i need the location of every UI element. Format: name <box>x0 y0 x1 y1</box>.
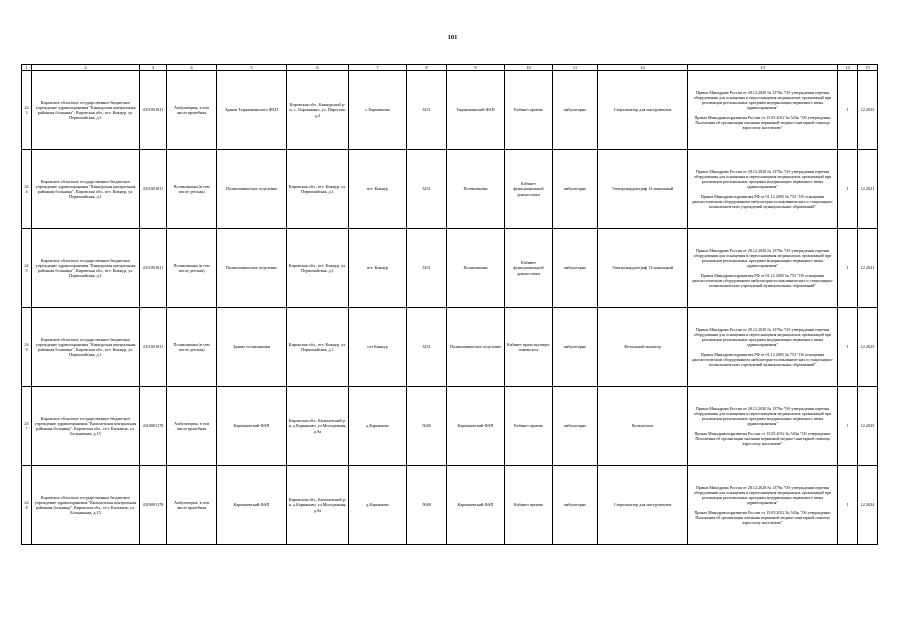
legal-basis-paragraph: Приказ Минздравсоцразвития России от 15.05.2012 № 543н "Об утверждении Положения об организации оказания первичной медико-санитарной помощи взрослому населению" <box>694 431 831 446</box>
equipment-name: Фетальный монитор <box>598 308 688 387</box>
quantity: 1 <box>838 308 858 387</box>
column-number: 5 <box>217 65 287 71</box>
column-number: 2 <box>32 65 140 71</box>
room: Кабинет приема <box>505 466 553 545</box>
unit-name: Кармановский ФАП <box>217 387 287 466</box>
institution-name: Кировское областное государственное бюджетное учреждение здравоохранения "Кикнурская центральная районная больница", Кировская обл., пгт. Кикнур, ул. Первомайская, д.1 <box>32 229 140 308</box>
quantity: 1 <box>838 229 858 308</box>
institution-name: Кировское областное государственное бюджетное учреждение здравоохранения "Кикнурская центральная районная больница", Кировская обл., пгт. Кикнур, ул. Первомайская, д.1 <box>32 71 140 150</box>
table-row <box>22 308 878 387</box>
quantity: 1 <box>838 466 858 545</box>
care-type: амбулаторно <box>553 150 598 229</box>
equipment-name: Стерилизатор для инструментов <box>598 466 688 545</box>
room: Кабинет врача акушера-гинеколога <box>505 308 553 387</box>
unit-type: Амбулатория, в том числе врачебная <box>167 466 217 545</box>
oktmo-code: 5048 <box>407 466 447 545</box>
legal-basis-paragraph: Приказ Минздравсоцразвития РФ от 01.12.2005 № 753 "Об оснащении диагностическим оборудованием амбулаторно-поликлинических и стационарно-поликлинических учреждений муниципальных образований" <box>691 194 834 209</box>
delivery-date: 12.2025 <box>858 387 878 466</box>
legal-basis-paragraph: Приказ Минздрава России от 28.12.2020 № 1379н "Об утверждении перечня оборудования для оснащения и переоснащения медицинских организаций при реализации региональных программ модернизации первичного звена здравоохранения" <box>693 248 832 268</box>
delivery-date: 12.2023 <box>858 71 878 150</box>
table-row <box>22 229 878 308</box>
row-number: 243 <box>22 71 32 150</box>
settlement: д.Карманово <box>349 387 407 466</box>
institution-name: Кировское областное государственное бюджетное учреждение здравоохранения "Кикнурская центральная районная больница", Кировская обл., пгт. Кикнур, ул. Первомайская, д.1 <box>32 308 140 387</box>
unit-address: Кировская обл., пгт. Кикнур, ул. Первомайская, д.1 <box>287 150 349 229</box>
table-row <box>22 150 878 229</box>
care-type: амбулаторно <box>553 229 598 308</box>
department: Кармановский ФАП <box>447 387 505 466</box>
row-number: 248 <box>22 466 32 545</box>
row-number: 244 <box>22 150 32 229</box>
department: Тырышкинский ФАП <box>447 71 505 150</box>
legal-basis-paragraph: Приказ Минздрава России от 28.12.2020 № 1379н "Об утверждении перечня оборудования для оснащения и переоснащения медицинских организаций при реализации региональных программ модернизации первичного звена здравоохранения" <box>693 169 832 189</box>
institution-code: 4310001178 <box>140 387 167 466</box>
care-type: амбулаторно <box>553 308 598 387</box>
department: Кармановский ФАП <box>447 466 505 545</box>
legal-basis-paragraph: Приказ Минздравсоцразвития РФ от 01.12.2005 № 753 "Об оснащении диагностическим оборудованием амбулаторно-поликлинических и стационарно-поликлинических учреждений муниципальных образований" <box>691 273 834 288</box>
column-number: 13 <box>688 65 838 71</box>
institution-name: Кировское областное государственное бюджетное учреждение здравоохранения "Кильмезская центральная районная больница", Кировская обл., пгт. Кильмезь, ул. Больничная, д.15 <box>32 387 140 466</box>
room: Кабинет приема <box>505 71 553 150</box>
legal-basis <box>688 308 838 387</box>
unit-address: Кировская обл., пгт. Кикнур, ул. Первомайская, д.1 <box>287 308 349 387</box>
department: Поликлиническое отделение <box>447 308 505 387</box>
unit-name: Поликлиническое отделение <box>217 150 287 229</box>
institution-code: 4310001178 <box>140 466 167 545</box>
institution-code: 4311001011 <box>140 150 167 229</box>
settlement: пгт. Кикнур <box>349 229 407 308</box>
unit-type: Поликлиника (в том числе детская) <box>167 229 217 308</box>
institution-code: 4311001011 <box>140 308 167 387</box>
room: Кабинет приема <box>505 387 553 466</box>
row-number: 245 <box>22 229 32 308</box>
unit-name: Здание Тырышкинского ФАП <box>217 71 287 150</box>
care-type: амбулаторно <box>553 387 598 466</box>
settlement: пгт. Кикнур <box>349 150 407 229</box>
unit-type: Поликлиника (в том числе детская) <box>167 308 217 387</box>
table-row <box>22 387 878 466</box>
column-number: 12 <box>598 65 688 71</box>
column-number: 15 <box>858 65 878 71</box>
unit-address: Кировская обл., Кильмезский р-н, д.Карманово, ул.Молодежная, д.9а <box>287 466 349 545</box>
page-number: 101 <box>447 34 458 41</box>
quantity: 1 <box>838 387 858 466</box>
institution-name: Кировское областное государственное бюджетное учреждение здравоохранения "Кильмезская центральная районная больница", Кировская обл., пгт. Кильмезь, ул. Больничная, д.15 <box>32 466 140 545</box>
legal-basis-paragraph: Приказ Минздравсоцразвития РФ от 01.12.2005 № 753 "Об оснащении диагностическим оборудованием амбулаторно-поликлинических и стационарно-поликлинических учреждений муниципальных образований" <box>691 352 834 367</box>
equipment-name: Стерилизатор для инструментов <box>598 71 688 150</box>
care-type: амбулаторно <box>553 71 598 150</box>
oktmo-code: 3251 <box>407 308 447 387</box>
column-number: 3 <box>140 65 167 71</box>
row-number: 246 <box>22 308 32 387</box>
column-number: 4 <box>167 65 217 71</box>
column-number: 11 <box>553 65 598 71</box>
quantity: 1 <box>838 150 858 229</box>
legal-basis <box>688 387 838 466</box>
equipment-name: Кольпоскоп <box>598 387 688 466</box>
equipment-name: Электрокардиограф 12-канальный <box>598 150 688 229</box>
legal-basis-paragraph: Приказ Минздравсоцразвития России от 15.05.2012 № 543н "Об утверждении Положения об организации оказания первичной медико-санитарной помощи взрослому населению" <box>694 510 831 525</box>
legal-basis-paragraph: Приказ Минздрава России от 28.12.2020 № 1379н "Об утверждении перечня оборудования для оснащения и переоснащения медицинских организаций при реализации региональных программ модернизации первичного звена здравоохранения" <box>693 90 832 110</box>
delivery-date: 12.2024 <box>858 466 878 545</box>
equipment-name: Электрокардиограф 12-канальный <box>598 229 688 308</box>
legal-basis <box>688 71 838 150</box>
unit-name: Кармановский ФАП <box>217 466 287 545</box>
legal-basis <box>688 229 838 308</box>
legal-basis-paragraph: Приказ Минздрава России от 28.12.2020 № 1379н "Об утверждении перечня оборудования для оснащения и переоснащения медицинских организаций при реализации региональных программ модернизации первичного звена здравоохранения" <box>693 406 832 426</box>
room: Кабинет функциональной диагностики <box>505 150 553 229</box>
delivery-date: 12.2023 <box>858 308 878 387</box>
unit-type: Амбулатория, в том числе врачебная <box>167 387 217 466</box>
settlement: д.Карманово <box>349 466 407 545</box>
delivery-date: 12.2021 <box>858 229 878 308</box>
institution-code: 4311001011 <box>140 71 167 150</box>
institution-name: Кировское областное государственное бюджетное учреждение здравоохранения "Кикнурская центральная районная больница", Кировская обл., пгт. Кикнур, ул. Первомайская, д.1 <box>32 150 140 229</box>
column-number: 10 <box>505 65 553 71</box>
unit-address: Кировская обл., пгт. Кикнур, ул. Первомайская, д.1 <box>287 229 349 308</box>
table-row <box>22 71 878 150</box>
unit-name: Здание поликлиники <box>217 308 287 387</box>
unit-address: Кировская обл., Кикнурский р-н, с. Тырышкино, ул. Пирогова, д.2 <box>287 71 349 150</box>
column-number: 6 <box>287 65 349 71</box>
department: Поликлиника <box>447 229 505 308</box>
column-number: 1 <box>22 65 32 71</box>
care-type: амбулаторно <box>553 466 598 545</box>
row-number: 247 <box>22 387 32 466</box>
quantity: 1 <box>838 71 858 150</box>
unit-type: Амбулатория, в том числе врачебная <box>167 71 217 150</box>
unit-type: Поликлиника (в том числе детская) <box>167 150 217 229</box>
column-number: 8 <box>407 65 447 71</box>
legal-basis <box>688 466 838 545</box>
legal-basis-paragraph: Приказ Минздрава России от 28.12.2020 № 1379н "Об утверждении перечня оборудования для оснащения и переоснащения медицинских организаций при реализации региональных программ модернизации первичного звена здравоохранения" <box>693 485 832 505</box>
legal-basis-paragraph: Приказ Минздравсоцразвития России от 15.05.2012 № 543н "Об утверждении Положения об организации оказания первичной медико-санитарной помощи взрослому населению" <box>694 115 831 130</box>
oktmo-code: 3251 <box>407 150 447 229</box>
institution-code: 4311001011 <box>140 229 167 308</box>
column-number: 9 <box>447 65 505 71</box>
legal-basis <box>688 150 838 229</box>
oktmo-code: 5048 <box>407 387 447 466</box>
column-number: 14 <box>838 65 858 71</box>
unit-address: Кировская обл., Кильмезский р-н, д.Карманово, ул.Молодежная, д.9а <box>287 387 349 466</box>
delivery-date: 12.2021 <box>858 150 878 229</box>
settlement: пгт Кикнур <box>349 308 407 387</box>
department: Поликлиника <box>447 150 505 229</box>
oktmo-code: 3251 <box>407 71 447 150</box>
column-number: 7 <box>349 65 407 71</box>
equipment-table <box>21 64 878 545</box>
room: Кабинет функциональной диагностики <box>505 229 553 308</box>
unit-name: Поликлиническое отделение <box>217 229 287 308</box>
settlement: с.Тырышкино <box>349 71 407 150</box>
table-row <box>22 466 878 545</box>
legal-basis-paragraph: Приказ Минздрава России от 28.12.2020 № 1379н "Об утверждении перечня оборудования для оснащения и переоснащения медицинских организаций при реализации региональных программ модернизации первичного звена здравоохранения" <box>693 327 832 347</box>
oktmo-code: 3251 <box>407 229 447 308</box>
